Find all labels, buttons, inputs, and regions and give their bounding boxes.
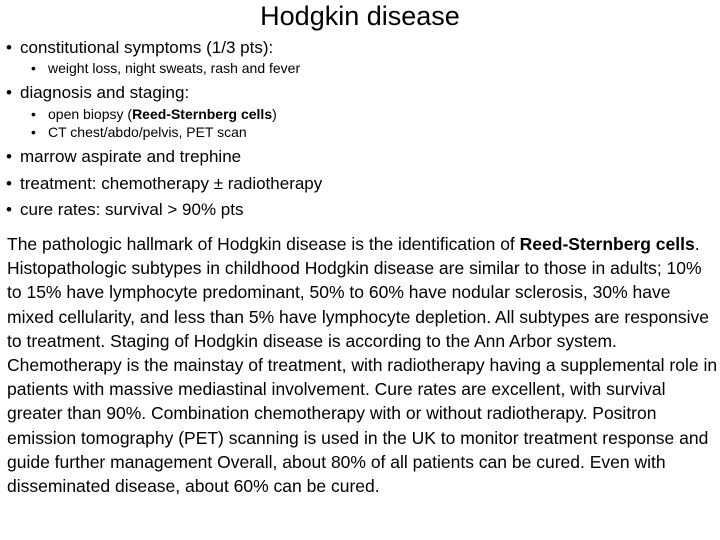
bullet-dot: • bbox=[6, 174, 12, 193]
bullet-text: weight loss, night sweats, rash and fever bbox=[48, 60, 301, 76]
bullet-text: cure rates: survival > 90% pts bbox=[20, 200, 244, 219]
sub-bullet-ct-pet bbox=[31, 124, 247, 141]
paragraph-bold-term: Reed-Sternberg cells bbox=[519, 234, 695, 254]
slide-title: Hodgkin disease bbox=[260, 1, 460, 31]
bullet-text: marrow aspirate and trephine bbox=[20, 147, 242, 166]
bullet-constitutional-symptoms bbox=[6, 38, 273, 58]
bullet-text: treatment: chemotherapy ± radiotherapy bbox=[20, 174, 323, 193]
bullet-dot: • bbox=[31, 124, 36, 140]
bullet-dot: • bbox=[31, 60, 36, 76]
bullet-text-pre: open biopsy ( bbox=[48, 106, 133, 122]
bullet-text-bold: Reed-Sternberg cells bbox=[132, 106, 273, 122]
bullet-text-post: ) bbox=[272, 106, 277, 122]
bullet-dot: • bbox=[6, 147, 12, 166]
bullet-dot: • bbox=[6, 38, 12, 57]
bullet-text: diagnosis and staging: bbox=[20, 83, 190, 102]
paragraph-text-part1: The pathologic hallmark of Hodgkin disease is the identification of bbox=[7, 234, 520, 254]
bullet-dot: • bbox=[6, 200, 12, 219]
bullet-text: CT chest/abdo/pelvis, PET scan bbox=[48, 124, 247, 140]
sub-bullet-symptoms-list bbox=[31, 60, 300, 77]
bullet-dot: • bbox=[31, 106, 36, 122]
bullet-text: constitutional symptoms (1/3 pts): bbox=[20, 38, 274, 57]
bullet-diagnosis-staging bbox=[6, 83, 189, 103]
paragraph-text-part2: . Histopathologic subtypes in childhood Hodgkin disease are similar to those in adults; 10% to 15% have lymphocyte predominant, 50% to 60% have nodular sclerosis, 30% have mixed cellularity, and less than 5% have lymphocyte depletion. All subtypes are responsive to treatment. Staging of Hodgkin disease is according to the Ann Arbor system. Chemotherapy is the mainstay of treatment, with radiotherapy having a supplemental role in patients with massive mediastinal involvement. Cure rates are excellent, with survival greater than 90%. Combination chemotherapy with or without radiotherapy. Positron emission tomography (PET) scanning is used in the UK to monitor treatment response and guide further management Overall, about 80% of all patients can be cured. Even with disseminated disease, about 60% can be cured. bbox=[7, 234, 718, 497]
bullet-marrow-aspirate bbox=[6, 147, 241, 167]
bullet-cure-rates bbox=[6, 200, 243, 220]
bullet-dot: • bbox=[6, 83, 12, 102]
sub-bullet-open-biopsy bbox=[31, 106, 277, 123]
body-paragraph bbox=[7, 232, 719, 498]
bullet-treatment bbox=[6, 174, 322, 194]
